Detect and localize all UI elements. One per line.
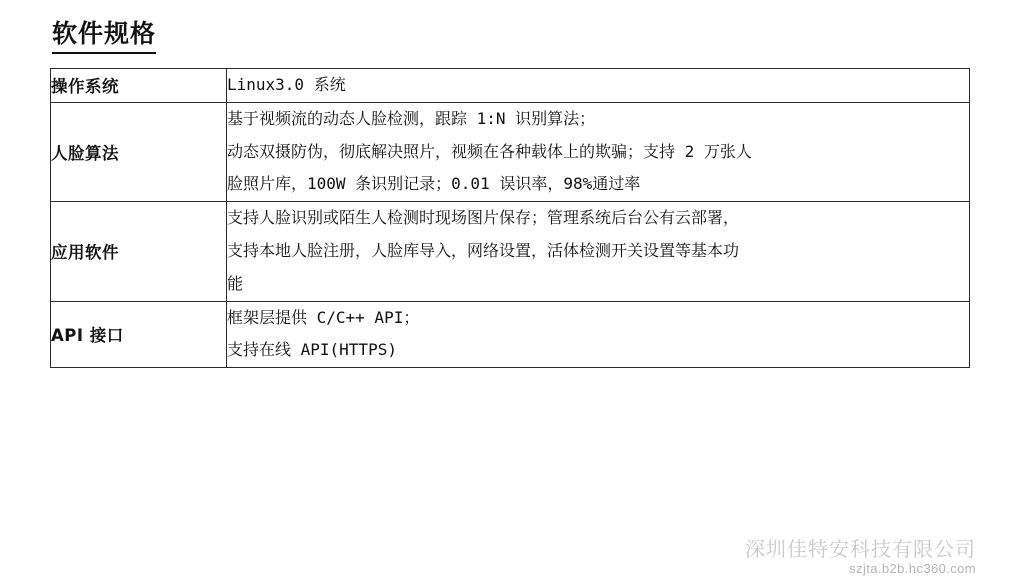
spec-label-application-software: 应用软件: [51, 202, 227, 301]
spec-line: 动态双摄防伪，彻底解决照片，视频在各种载体上的欺骗；支持 2 万张人: [227, 141, 752, 161]
spec-label-operating-system: 操作系统: [51, 69, 227, 103]
spec-label-face-algorithm: 人脸算法: [51, 102, 227, 201]
spec-line: 支持本地人脸注册，人脸库导入，网络设置，活体检测开关设置等基本功: [227, 240, 740, 260]
spec-line: Linux3.0 系统: [227, 75, 346, 94]
spec-line: 能: [227, 273, 244, 293]
spec-line: 基于视频流的动态人脸检测，跟踪 1:N 识别算法；: [227, 108, 596, 128]
software-spec-table: [50, 68, 970, 368]
spec-line: 支持在线 API(HTTPS): [227, 340, 397, 360]
spec-value-api-interface: [227, 301, 970, 368]
table-row: [51, 102, 970, 201]
watermark-company: 深圳佳特安科技有限公司: [745, 537, 976, 561]
spec-label-api-interface: API 接口: [51, 301, 227, 368]
spec-value-face-algorithm: [227, 102, 970, 201]
table-row: [51, 202, 970, 301]
spec-line: 脸照片库，100W 条识别记录；0.01 误识率，98%通过率: [227, 174, 641, 194]
spec-line: 支持人脸识别或陌生人检测时现场图片保存；管理系统后台公有云部署，: [227, 208, 740, 228]
spec-value-application-software: [227, 202, 970, 301]
table-row: [51, 301, 970, 368]
table-row: [51, 69, 970, 103]
watermark-site: szjta.b2b.hc360.com: [849, 561, 976, 576]
spec-value-operating-system: [227, 69, 970, 103]
spec-line: 框架层提供 C/C++ API；: [227, 307, 420, 327]
page-title: 软件规格: [52, 18, 156, 54]
